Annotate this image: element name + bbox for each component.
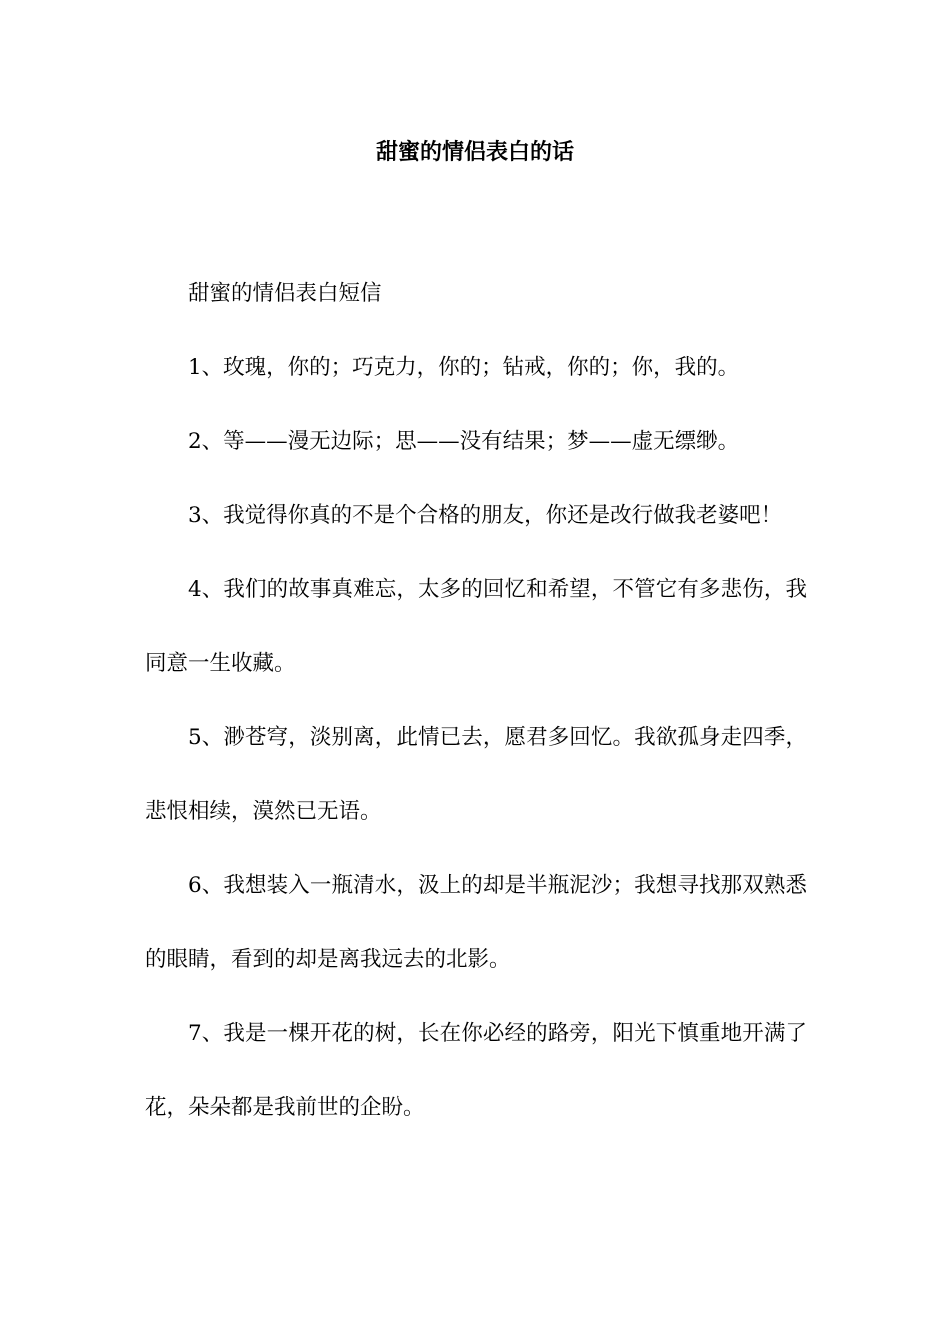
page-title: 甜蜜的情侣表白的话 — [375, 139, 574, 165]
paragraph: 4、我们的故事真难忘，太多的回忆和希望，不管它有多悲伤，我同意一生收藏。 — [145, 577, 807, 676]
paragraph: 2、等——漫无边际；思——没有结果；梦——虚无缥缈。 — [188, 429, 740, 454]
paragraph: 3、我觉得你真的不是个合格的朋友，你还是改行做我老婆吧！ — [188, 503, 783, 528]
paragraph: 1、玫瑰，你的；巧克力，你的；钻戒，你的；你，我的。 — [188, 355, 740, 380]
paragraph: 5、渺苍穹，淡别离，此情已去，愿君多回忆。我欲孤身走四季，悲恨相续，漠然已无语。 — [145, 725, 807, 824]
document-body — [145, 257, 807, 1145]
paragraph: 7、我是一棵开花的树，长在你必经的路旁，阳光下慎重地开满了花，朵朵都是我前世的企盼。 — [145, 1021, 807, 1120]
paragraph: 6、我想装入一瓶清水，汲上的却是半瓶泥沙；我想寻找那双熟悉的眼睛，看到的却是离我远去的北影。 — [145, 873, 807, 972]
section-heading: 甜蜜的情侣表白短信 — [188, 281, 382, 306]
